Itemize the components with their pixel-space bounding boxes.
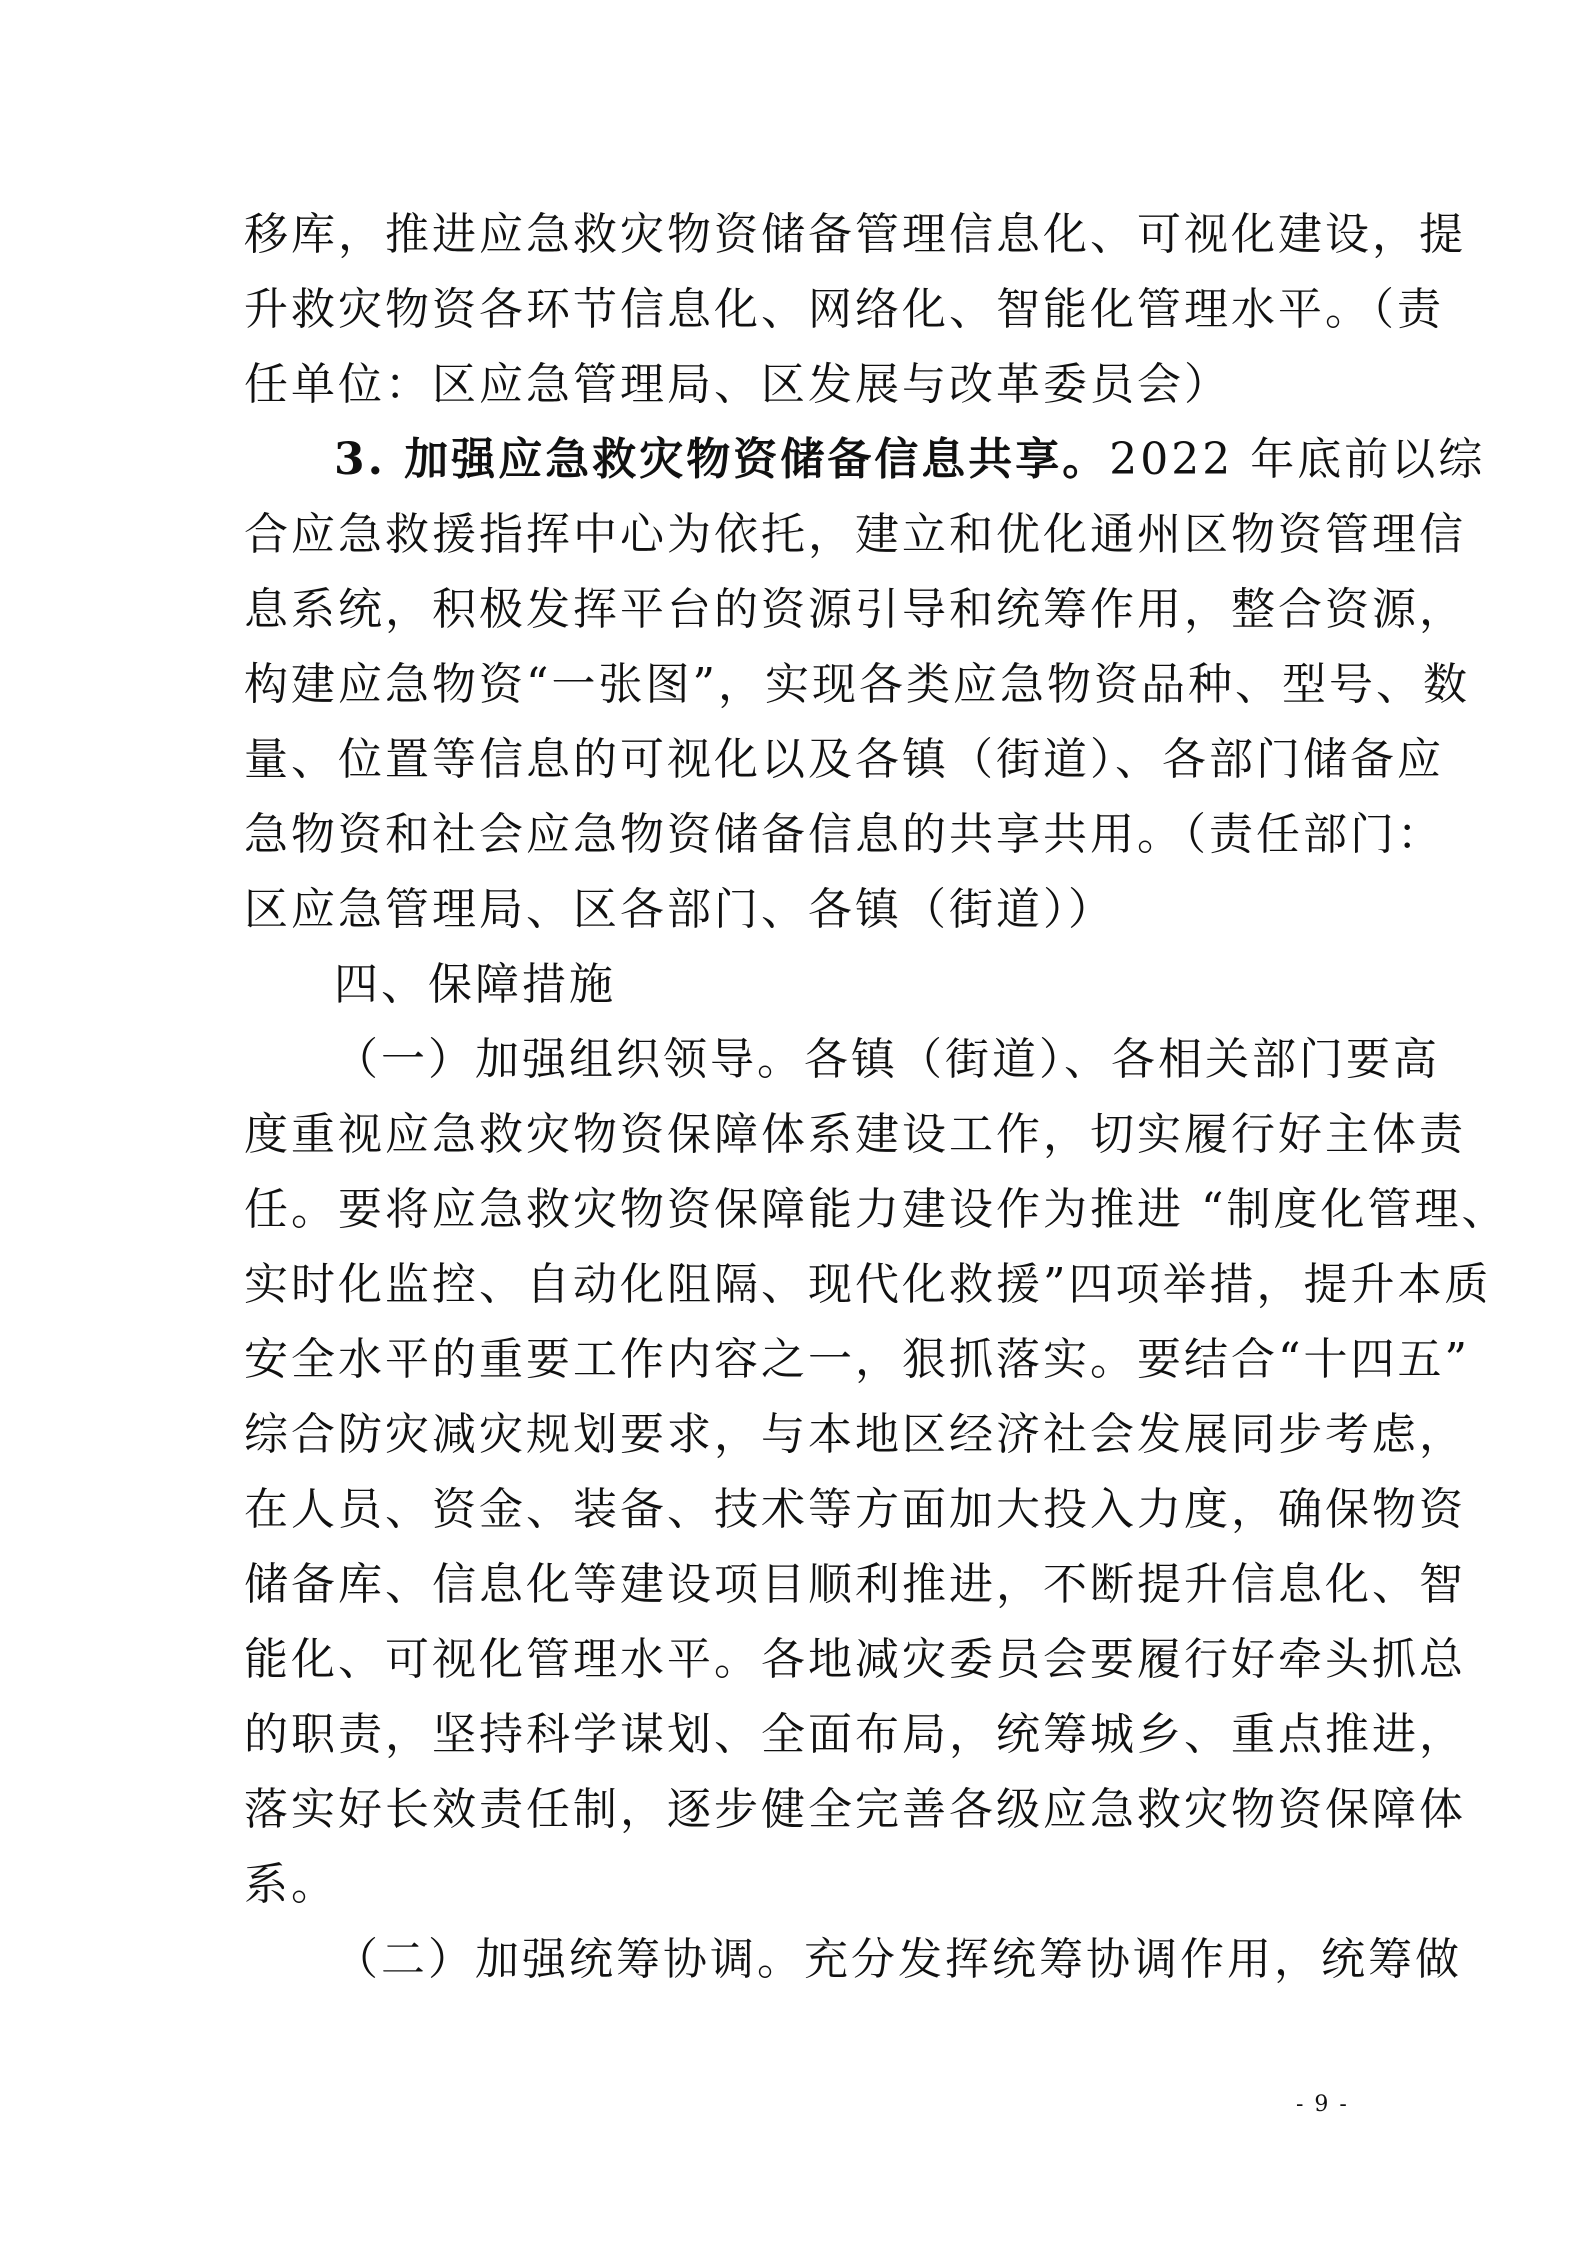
body-text-line: 构建应急物资“一张图”，实现各类应急物资品种、型号、数: [244, 659, 1470, 710]
body-text-line: 任单位：区应急管理局、区发展与改革委员会）: [244, 359, 1231, 410]
body-text-line: 综合防灾减灾规划要求，与本地区经济社会发展同步考虑，: [244, 1409, 1466, 1460]
subsection-heading: 3. 加强应急救灾物资储备信息共享。: [334, 434, 1110, 485]
body-text-line: 安全水平的重要工作内容之一，狠抓落实。要结合“十四五”: [244, 1334, 1470, 1385]
section-title: 四、保障措施: [334, 959, 616, 1010]
body-text-line: （一）加强组织领导。各镇（街道）、各相关部门要高: [334, 1034, 1440, 1085]
body-text-line: 量、位置等信息的可视化以及各镇（街道）、各部门储备应: [244, 734, 1444, 785]
body-text-line: （二）加强统筹协调。充分发挥统筹协调作用，统筹做: [334, 1934, 1462, 1985]
body-text-line: 移库，推进应急救灾物资储备管理信息化、可视化建设，提: [244, 209, 1466, 260]
body-text-line: 落实好长效责任制，逐步健全完善各级应急救灾物资保障体: [244, 1784, 1466, 1835]
body-text-line: 储备库、信息化等建设项目顺利推进，不断提升信息化、智: [244, 1559, 1466, 1610]
body-text-line: 息系统，积极发挥平台的资源引导和统筹作用，整合资源，: [244, 584, 1466, 635]
section-heading-line: [334, 430, 1486, 490]
page-number: - 9 -: [1296, 2092, 1349, 2117]
body-text-line: 实时化监控、自动化阻隔、现代化救援”四项举措，提升本质: [244, 1259, 1492, 1310]
body-text-line: 系。: [244, 1859, 338, 1910]
body-text-line: 能化、可视化管理水平。各地减灾委员会要履行好牵头抓总: [244, 1634, 1466, 1685]
body-text-line: 合应急救援指挥中心为依托，建立和优化通州区物资管理信: [244, 509, 1466, 560]
body-text-line: 在人员、资金、装备、技术等方面加大投入力度，确保物资: [244, 1484, 1466, 1535]
body-text-line: 度重视应急救灾物资保障体系建设工作，切实履行好主体责: [244, 1109, 1466, 1160]
body-text-line: 任。要将应急救灾物资保障能力建设作为推进 “制度化管理、: [244, 1184, 1509, 1235]
body-text-line: 升救灾物资各环节信息化、网络化、智能化管理水平。（责: [244, 284, 1444, 335]
body-text-line: 区应急管理局、区各部门、各镇（街道））: [244, 884, 1115, 935]
body-text-line: 的职责，坚持科学谋划、全面布局，统筹城乡、重点推进，: [244, 1709, 1466, 1760]
body-text-line: 急物资和社会应急物资储备信息的共享共用。（责任部门：: [244, 809, 1444, 860]
body-text-segment: 2022 年底前以综: [1109, 434, 1486, 485]
